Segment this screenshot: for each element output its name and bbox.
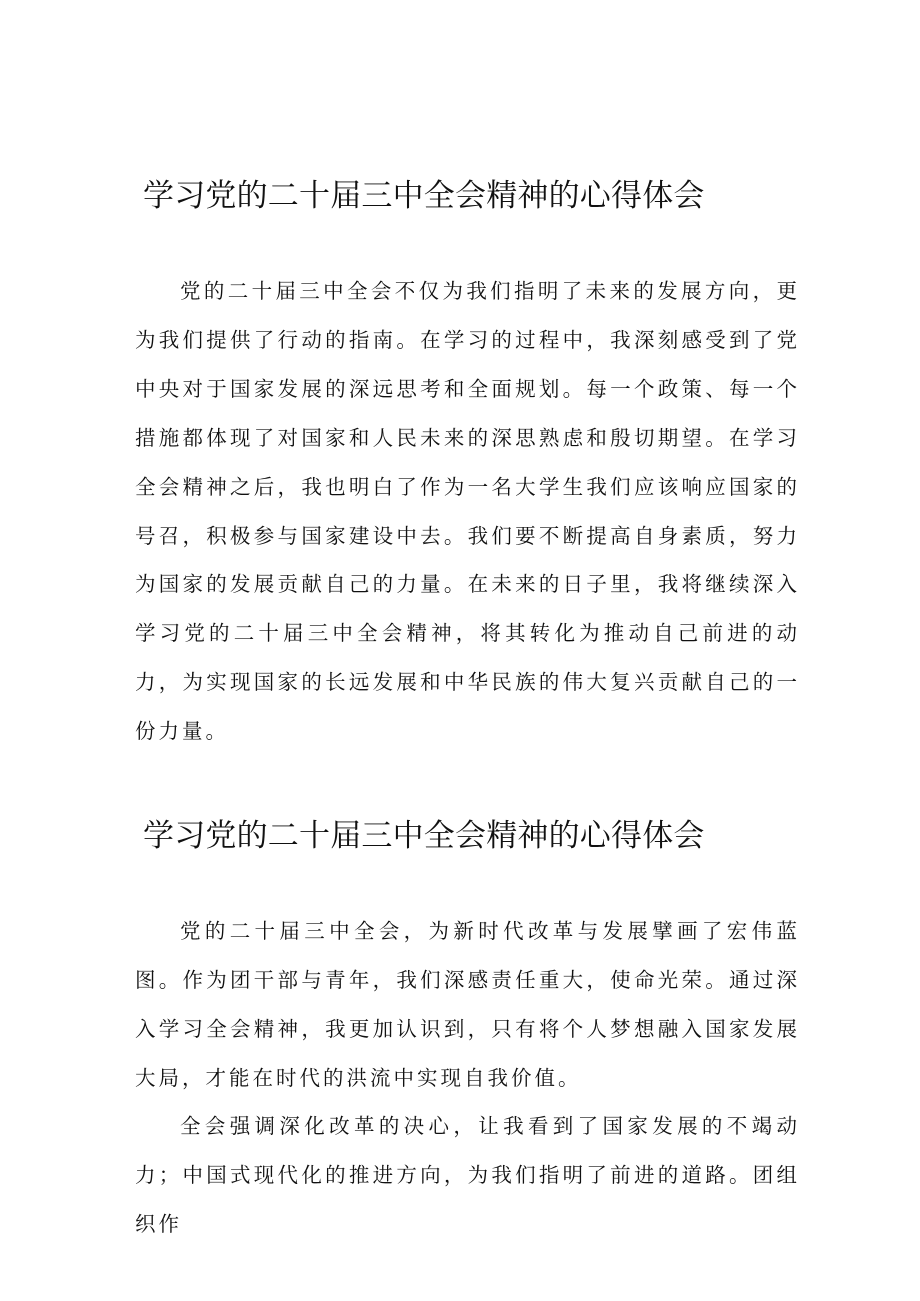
body-paragraph: 党的二十届三中全会，为新时代改革与发展擘画了宏伟蓝图。作为团干部与青年，我们深感责任重大，使命光荣。通过深入学习全会精神，我更加认识到，只有将个人梦想融入国家发展大局，才能在时代的洪流中实现自我价值。 xyxy=(135,919,800,1090)
section-heading: 学习党的二十届三中全会精神的心得体会 xyxy=(143,178,705,214)
section-heading: 学习党的二十届三中全会精神的心得体会 xyxy=(143,818,705,854)
body-paragraph: 全会强调深化改革的决心，让我看到了国家发展的不竭动力；中国式现代化的推进方向，为我们指明了前进的道路。团组织作 xyxy=(135,1114,800,1236)
body-paragraph: 党的二十届三中全会不仅为我们指明了未来的发展方向，更为我们提供了行动的指南。在学习的过程中，我深刻感受到了党中央对于国家发展的深远思考和全面规划。每一个政策、每一个措施都体现了对国家和人民未来的深思熟虑和殷切期望。在学习全会精神之后，我也明白了作为一名大学生我们应该响应国家的号召，积极参与国家建设中去。我们要不断提高自身素质，努力为国家的发展贡献自己的力量。在未来的日子里，我将继续深入学习党的二十届三中全会精神，将其转化为推动自己前进的动力，为实现国家的长远发展和中华民族的伟大复兴贡献自己的一份力量。 xyxy=(135,279,800,744)
